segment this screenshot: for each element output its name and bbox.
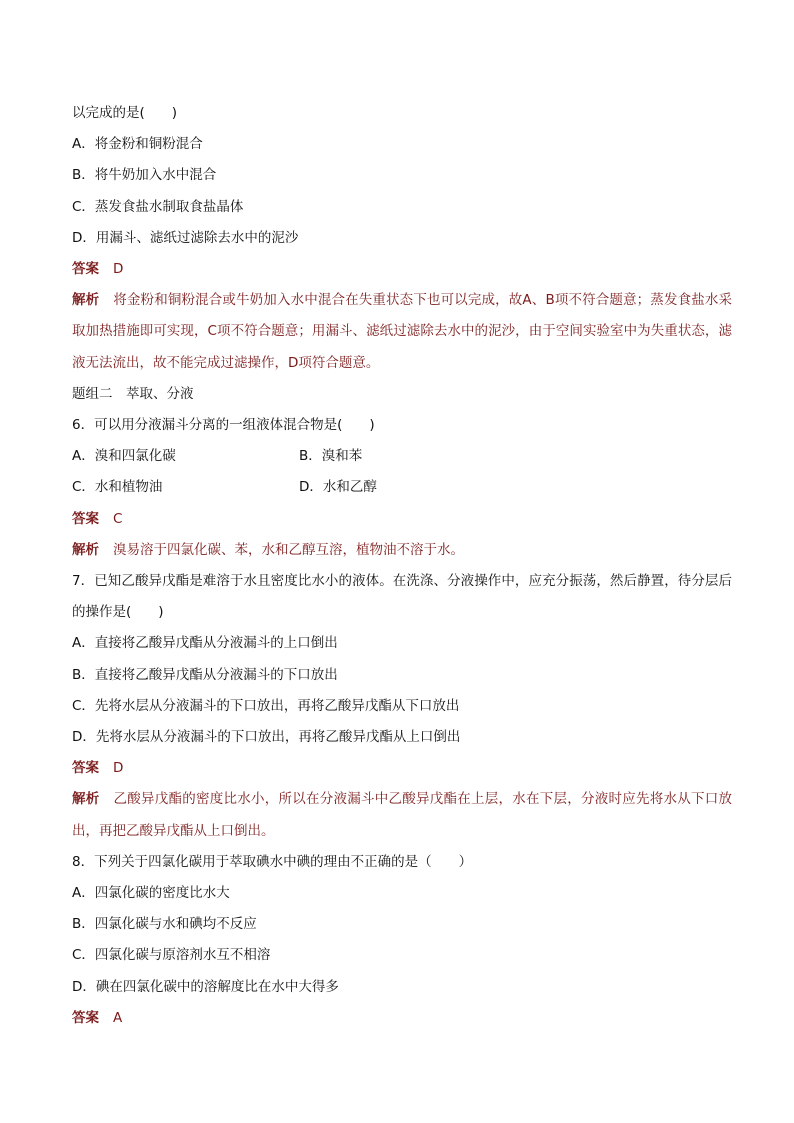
answer-value: A	[113, 1009, 123, 1026]
q6-options-row-1	[72, 441, 732, 472]
q5-option-c: C．蒸发食盐水制取食盐晶体	[72, 198, 244, 215]
answer-value: C	[113, 510, 123, 527]
answer-label: 答案	[72, 760, 99, 777]
q7-option-a: A．直接将乙酸异戊酯从分液漏斗的上口倒出	[72, 635, 338, 652]
answer-value: D	[113, 760, 124, 777]
q5-stem-continuation: 以完成的是( )	[72, 105, 178, 121]
q8-option-a: A．四氯化碳的密度比水大	[72, 885, 230, 902]
analysis-text: 将金粉和铜粉混合或牛奶加入水中混合在失重状态下也可以完成，故A、B项不符合题意；蒸发食盐水采取加热措施即可实现，C项不符合题意；用漏斗、滤纸过滤除去水中的泥沙，由于空间实验室中为失重状态，滤液无法流出，故不能完成过滤操作，D项符合题意。	[72, 292, 732, 371]
q6-option-a: A．溴和四氯化碳	[72, 448, 176, 465]
q8-option-d: D．碘在四氯化碳中的溶解度比在水中大得多	[72, 978, 339, 995]
q8-option-c: C．四氯化碳与原溶剂水互不相溶	[72, 947, 271, 964]
q7-option-b: B．直接将乙酸异戊酯从分液漏斗的下口放出	[72, 666, 338, 683]
q7-analysis	[72, 784, 732, 846]
q5-analysis	[72, 285, 732, 379]
q5-option-a: A．将金粉和铜粉混合	[72, 136, 203, 153]
q8-stem: 8．下列关于四氯化碳用于萃取碘水中碘的理由不正确的是（ ）	[72, 853, 473, 870]
q5-answer	[72, 254, 732, 285]
q5-option-d: D．用漏斗、滤纸过滤除去水中的泥沙	[72, 229, 299, 246]
q5-option-b: B．将牛奶加入水中混合	[72, 167, 217, 184]
q8-option-b: B．四氯化碳与水和碘均不反应	[72, 916, 257, 933]
q6-stem: 6．可以用分液漏斗分离的一组液体混合物是( )	[72, 417, 375, 434]
analysis-text: 乙酸异戊酯的密度比水小，所以在分液漏斗中乙酸异戊酯在上层，水在下层，分液时应先将水从下口放出，再把乙酸异戊酯从上口倒出。	[72, 791, 732, 839]
q7-answer	[72, 753, 732, 784]
q6-option-d: D．水和乙醇	[299, 479, 377, 496]
analysis-label: 解析	[72, 292, 100, 309]
analysis-text: 溴易溶于四氯化碳、苯，水和乙醇互溶，植物油不溶于水。	[113, 541, 464, 558]
answer-value: D	[113, 261, 124, 278]
q6-option-b: B．溴和苯	[299, 448, 363, 465]
analysis-label: 解析	[72, 791, 100, 808]
answer-label: 答案	[72, 510, 99, 527]
q6-options-row-2	[72, 472, 732, 503]
q7-option-d: D．先将水层从分液漏斗的下口放出，再将乙酸异戊酯从上口倒出	[72, 729, 461, 746]
section-heading: 题组二 萃取、分液	[72, 385, 194, 402]
content	[72, 98, 732, 1034]
answer-label: 答案	[72, 261, 99, 278]
q6-option-c: C．水和植物油	[72, 479, 163, 496]
q7-option-c: C．先将水层从分液漏斗的下口放出，再将乙酸异戊酯从下口放出	[72, 697, 460, 714]
q6-analysis	[72, 535, 732, 566]
q6-answer	[72, 504, 732, 535]
answer-label: 答案	[72, 1009, 99, 1026]
analysis-label: 解析	[72, 541, 99, 558]
q8-answer	[72, 1003, 732, 1034]
q7-stem: 7．已知乙酸异戊酯是难溶于水且密度比水小的液体。在洗涤、分液操作中，应充分振荡，然后静置，待分层后的操作是( )	[72, 573, 732, 621]
